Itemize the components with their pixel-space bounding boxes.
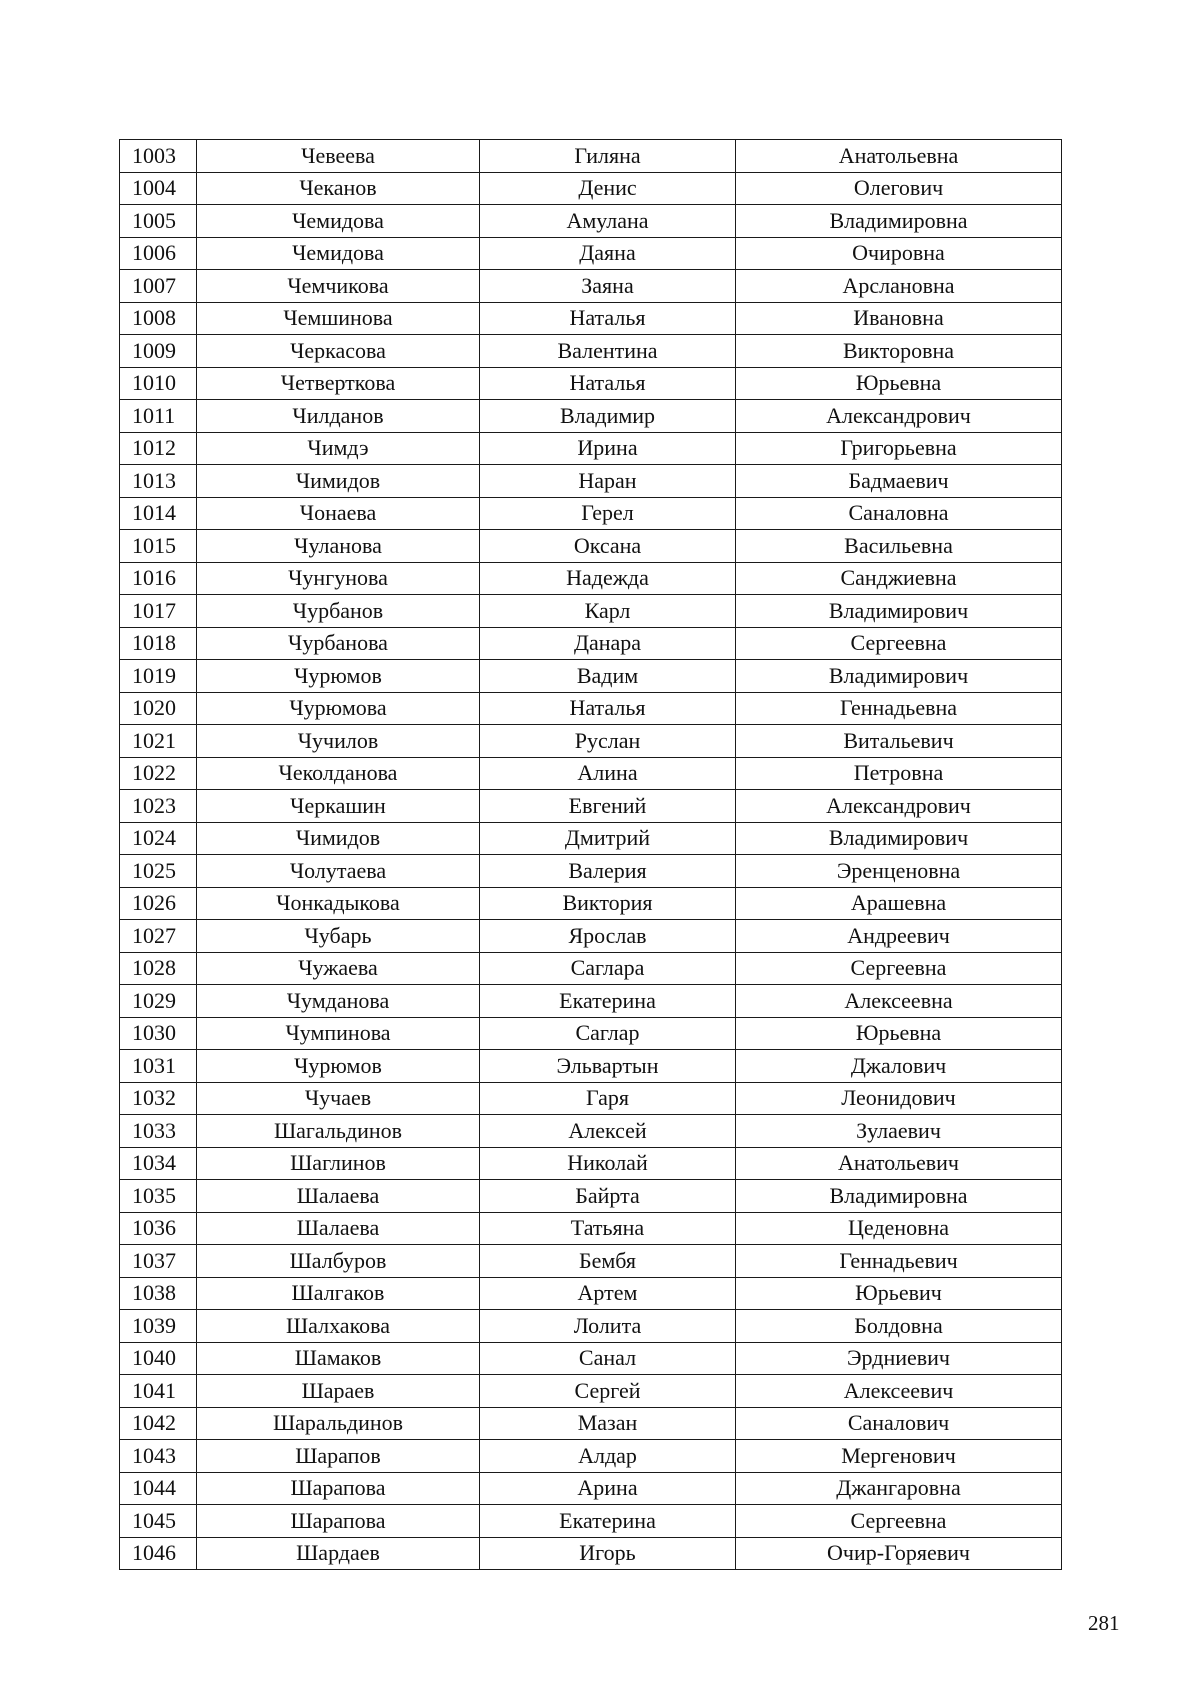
patronymic-cell: Александрович xyxy=(736,790,1062,823)
row-number-cell: 1015 xyxy=(120,530,197,563)
table-row xyxy=(120,400,1062,433)
row-number-cell: 1027 xyxy=(120,920,197,953)
surname-cell: Чурюмова xyxy=(197,692,480,725)
table-row xyxy=(120,237,1062,270)
table-row xyxy=(120,1342,1062,1375)
table-row xyxy=(120,140,1062,173)
patronymic-cell: Мергенович xyxy=(736,1440,1062,1473)
patronymic-cell: Анатольевна xyxy=(736,140,1062,173)
patronymic-cell: Сергеевна xyxy=(736,952,1062,985)
row-number-cell: 1030 xyxy=(120,1017,197,1050)
first-name-cell: Заяна xyxy=(480,270,736,303)
patronymic-cell: Джалович xyxy=(736,1050,1062,1083)
table-row xyxy=(120,1082,1062,1115)
first-name-cell: Алдар xyxy=(480,1440,736,1473)
table-row xyxy=(120,270,1062,303)
table-row xyxy=(120,627,1062,660)
first-name-cell: Алексей xyxy=(480,1115,736,1148)
patronymic-cell: Владимирович xyxy=(736,660,1062,693)
table-row xyxy=(120,790,1062,823)
first-name-cell: Гиляна xyxy=(480,140,736,173)
surname-cell: Шаглинов xyxy=(197,1147,480,1180)
table-row xyxy=(120,822,1062,855)
table-row xyxy=(120,1245,1062,1278)
surname-cell: Чурюмов xyxy=(197,1050,480,1083)
table-row xyxy=(120,1180,1062,1213)
first-name-cell: Наталья xyxy=(480,367,736,400)
table-row xyxy=(120,1375,1062,1408)
patronymic-cell: Григорьевна xyxy=(736,432,1062,465)
first-name-cell: Артем xyxy=(480,1277,736,1310)
table-row xyxy=(120,985,1062,1018)
surname-cell: Шарапова xyxy=(197,1505,480,1538)
first-name-cell: Санал xyxy=(480,1342,736,1375)
row-number-cell: 1009 xyxy=(120,335,197,368)
row-number-cell: 1010 xyxy=(120,367,197,400)
row-number-cell: 1014 xyxy=(120,497,197,530)
row-number-cell: 1045 xyxy=(120,1505,197,1538)
row-number-cell: 1020 xyxy=(120,692,197,725)
surname-cell: Чевеева xyxy=(197,140,480,173)
first-name-cell: Руслан xyxy=(480,725,736,758)
row-number-cell: 1033 xyxy=(120,1115,197,1148)
surname-cell: Шаральдинов xyxy=(197,1407,480,1440)
first-name-cell: Валерия xyxy=(480,855,736,888)
surname-cell: Чеканов xyxy=(197,172,480,205)
roster-table xyxy=(119,139,1062,1570)
surname-cell: Чужаева xyxy=(197,952,480,985)
surname-cell: Шалгаков xyxy=(197,1277,480,1310)
surname-cell: Шардаев xyxy=(197,1537,480,1570)
patronymic-cell: Андреевич xyxy=(736,920,1062,953)
first-name-cell: Гаря xyxy=(480,1082,736,1115)
table-row xyxy=(120,1537,1062,1570)
row-number-cell: 1023 xyxy=(120,790,197,823)
patronymic-cell: Алексеевич xyxy=(736,1375,1062,1408)
surname-cell: Чеколданова xyxy=(197,757,480,790)
surname-cell: Шагальдинов xyxy=(197,1115,480,1148)
table-row xyxy=(120,1115,1062,1148)
table-row xyxy=(120,1310,1062,1343)
table-row xyxy=(120,497,1062,530)
row-number-cell: 1016 xyxy=(120,562,197,595)
surname-cell: Шалхакова xyxy=(197,1310,480,1343)
surname-cell: Чучаев xyxy=(197,1082,480,1115)
first-name-cell: Саглара xyxy=(480,952,736,985)
table-row xyxy=(120,335,1062,368)
table-row xyxy=(120,530,1062,563)
patronymic-cell: Алексеевна xyxy=(736,985,1062,1018)
surname-cell: Чонаева xyxy=(197,497,480,530)
table-row xyxy=(120,725,1062,758)
surname-cell: Чилданов xyxy=(197,400,480,433)
surname-cell: Шалаева xyxy=(197,1180,480,1213)
patronymic-cell: Леонидович xyxy=(736,1082,1062,1115)
row-number-cell: 1013 xyxy=(120,465,197,498)
patronymic-cell: Санджиевна xyxy=(736,562,1062,595)
surname-cell: Шалбуров xyxy=(197,1245,480,1278)
patronymic-cell: Сергеевна xyxy=(736,1505,1062,1538)
surname-cell: Чунгунова xyxy=(197,562,480,595)
patronymic-cell: Владимировна xyxy=(736,205,1062,238)
surname-cell: Черкашин xyxy=(197,790,480,823)
patronymic-cell: Эрдниевич xyxy=(736,1342,1062,1375)
first-name-cell: Надежда xyxy=(480,562,736,595)
first-name-cell: Лолита xyxy=(480,1310,736,1343)
surname-cell: Чубарь xyxy=(197,920,480,953)
patronymic-cell: Геннадьевна xyxy=(736,692,1062,725)
first-name-cell: Байрта xyxy=(480,1180,736,1213)
table-row xyxy=(120,1277,1062,1310)
first-name-cell: Екатерина xyxy=(480,1505,736,1538)
first-name-cell: Ирина xyxy=(480,432,736,465)
table-row xyxy=(120,595,1062,628)
patronymic-cell: Петровна xyxy=(736,757,1062,790)
first-name-cell: Татьяна xyxy=(480,1212,736,1245)
patronymic-cell: Владимирович xyxy=(736,822,1062,855)
table-row xyxy=(120,660,1062,693)
surname-cell: Чурбанов xyxy=(197,595,480,628)
table-row xyxy=(120,757,1062,790)
row-number-cell: 1019 xyxy=(120,660,197,693)
table-row xyxy=(120,855,1062,888)
first-name-cell: Денис xyxy=(480,172,736,205)
first-name-cell: Сергей xyxy=(480,1375,736,1408)
first-name-cell: Бембя xyxy=(480,1245,736,1278)
surname-cell: Шарапов xyxy=(197,1440,480,1473)
table-row xyxy=(120,1407,1062,1440)
surname-cell: Чимидов xyxy=(197,822,480,855)
row-number-cell: 1007 xyxy=(120,270,197,303)
row-number-cell: 1008 xyxy=(120,302,197,335)
table-row xyxy=(120,1472,1062,1505)
first-name-cell: Владимир xyxy=(480,400,736,433)
patronymic-cell: Цеденовна xyxy=(736,1212,1062,1245)
first-name-cell: Екатерина xyxy=(480,985,736,1018)
patronymic-cell: Геннадьевич xyxy=(736,1245,1062,1278)
patronymic-cell: Сергеевна xyxy=(736,627,1062,660)
patronymic-cell: Саналович xyxy=(736,1407,1062,1440)
patronymic-cell: Владимирович xyxy=(736,595,1062,628)
first-name-cell: Валентина xyxy=(480,335,736,368)
row-number-cell: 1036 xyxy=(120,1212,197,1245)
surname-cell: Шараев xyxy=(197,1375,480,1408)
row-number-cell: 1037 xyxy=(120,1245,197,1278)
surname-cell: Чемидова xyxy=(197,237,480,270)
table-row xyxy=(120,205,1062,238)
patronymic-cell: Очир-Горяевич xyxy=(736,1537,1062,1570)
surname-cell: Чумданова xyxy=(197,985,480,1018)
table-row xyxy=(120,1147,1062,1180)
row-number-cell: 1012 xyxy=(120,432,197,465)
first-name-cell: Алина xyxy=(480,757,736,790)
row-number-cell: 1035 xyxy=(120,1180,197,1213)
row-number-cell: 1038 xyxy=(120,1277,197,1310)
surname-cell: Чимдэ xyxy=(197,432,480,465)
first-name-cell: Арина xyxy=(480,1472,736,1505)
surname-cell: Шалаева xyxy=(197,1212,480,1245)
table-row xyxy=(120,465,1062,498)
first-name-cell: Наталья xyxy=(480,302,736,335)
page-number: 281 xyxy=(1088,1611,1120,1635)
row-number-cell: 1044 xyxy=(120,1472,197,1505)
patronymic-cell: Эренценовна xyxy=(736,855,1062,888)
first-name-cell: Саглар xyxy=(480,1017,736,1050)
table-row xyxy=(120,952,1062,985)
table-row xyxy=(120,692,1062,725)
row-number-cell: 1003 xyxy=(120,140,197,173)
first-name-cell: Данара xyxy=(480,627,736,660)
row-number-cell: 1032 xyxy=(120,1082,197,1115)
patronymic-cell: Зулаевич xyxy=(736,1115,1062,1148)
table-row xyxy=(120,1440,1062,1473)
first-name-cell: Карл xyxy=(480,595,736,628)
row-number-cell: 1046 xyxy=(120,1537,197,1570)
row-number-cell: 1005 xyxy=(120,205,197,238)
first-name-cell: Амулана xyxy=(480,205,736,238)
table-row xyxy=(120,1212,1062,1245)
row-number-cell: 1024 xyxy=(120,822,197,855)
patronymic-cell: Джангаровна xyxy=(736,1472,1062,1505)
surname-cell: Чемшинова xyxy=(197,302,480,335)
patronymic-cell: Анатольевич xyxy=(736,1147,1062,1180)
first-name-cell: Оксана xyxy=(480,530,736,563)
row-number-cell: 1029 xyxy=(120,985,197,1018)
first-name-cell: Дмитрий xyxy=(480,822,736,855)
row-number-cell: 1028 xyxy=(120,952,197,985)
row-number-cell: 1011 xyxy=(120,400,197,433)
patronymic-cell: Ивановна xyxy=(736,302,1062,335)
first-name-cell: Мазан xyxy=(480,1407,736,1440)
table-row xyxy=(120,920,1062,953)
surname-cell: Чурюмов xyxy=(197,660,480,693)
patronymic-cell: Юрьевна xyxy=(736,1017,1062,1050)
surname-cell: Чемидова xyxy=(197,205,480,238)
first-name-cell: Евгений xyxy=(480,790,736,823)
first-name-cell: Герел xyxy=(480,497,736,530)
table-row xyxy=(120,887,1062,920)
table-row xyxy=(120,1505,1062,1538)
patronymic-cell: Витальевич xyxy=(736,725,1062,758)
surname-cell: Чучилов xyxy=(197,725,480,758)
surname-cell: Черкасова xyxy=(197,335,480,368)
row-number-cell: 1031 xyxy=(120,1050,197,1083)
row-number-cell: 1039 xyxy=(120,1310,197,1343)
patronymic-cell: Олегович xyxy=(736,172,1062,205)
first-name-cell: Вадим xyxy=(480,660,736,693)
surname-cell: Шарапова xyxy=(197,1472,480,1505)
row-number-cell: 1040 xyxy=(120,1342,197,1375)
first-name-cell: Наран xyxy=(480,465,736,498)
first-name-cell: Даяна xyxy=(480,237,736,270)
patronymic-cell: Викторовна xyxy=(736,335,1062,368)
patronymic-cell: Юрьевна xyxy=(736,367,1062,400)
table-row xyxy=(120,432,1062,465)
table-row xyxy=(120,1017,1062,1050)
surname-cell: Чурбанова xyxy=(197,627,480,660)
surname-cell: Чимидов xyxy=(197,465,480,498)
row-number-cell: 1006 xyxy=(120,237,197,270)
row-number-cell: 1025 xyxy=(120,855,197,888)
table-row xyxy=(120,367,1062,400)
row-number-cell: 1043 xyxy=(120,1440,197,1473)
first-name-cell: Наталья xyxy=(480,692,736,725)
patronymic-cell: Саналовна xyxy=(736,497,1062,530)
first-name-cell: Николай xyxy=(480,1147,736,1180)
first-name-cell: Эльвартын xyxy=(480,1050,736,1083)
patronymic-cell: Васильевна xyxy=(736,530,1062,563)
first-name-cell: Игорь xyxy=(480,1537,736,1570)
surname-cell: Чолутаева xyxy=(197,855,480,888)
row-number-cell: 1042 xyxy=(120,1407,197,1440)
first-name-cell: Ярослав xyxy=(480,920,736,953)
surname-cell: Чумпинова xyxy=(197,1017,480,1050)
roster-table-body xyxy=(120,140,1062,1570)
table-row xyxy=(120,562,1062,595)
patronymic-cell: Александрович xyxy=(736,400,1062,433)
row-number-cell: 1021 xyxy=(120,725,197,758)
table-row xyxy=(120,302,1062,335)
patronymic-cell: Юрьевич xyxy=(736,1277,1062,1310)
patronymic-cell: Бадмаевич xyxy=(736,465,1062,498)
patronymic-cell: Болдовна xyxy=(736,1310,1062,1343)
surname-cell: Чемчикова xyxy=(197,270,480,303)
row-number-cell: 1022 xyxy=(120,757,197,790)
row-number-cell: 1026 xyxy=(120,887,197,920)
row-number-cell: 1041 xyxy=(120,1375,197,1408)
patronymic-cell: Арслановна xyxy=(736,270,1062,303)
table-row xyxy=(120,172,1062,205)
row-number-cell: 1004 xyxy=(120,172,197,205)
patronymic-cell: Очировна xyxy=(736,237,1062,270)
row-number-cell: 1034 xyxy=(120,1147,197,1180)
row-number-cell: 1017 xyxy=(120,595,197,628)
surname-cell: Шамаков xyxy=(197,1342,480,1375)
row-number-cell: 1018 xyxy=(120,627,197,660)
patronymic-cell: Арашевна xyxy=(736,887,1062,920)
surname-cell: Чуланова xyxy=(197,530,480,563)
surname-cell: Чонкадыкова xyxy=(197,887,480,920)
patronymic-cell: Владимировна xyxy=(736,1180,1062,1213)
table-row xyxy=(120,1050,1062,1083)
surname-cell: Четверткова xyxy=(197,367,480,400)
first-name-cell: Виктория xyxy=(480,887,736,920)
